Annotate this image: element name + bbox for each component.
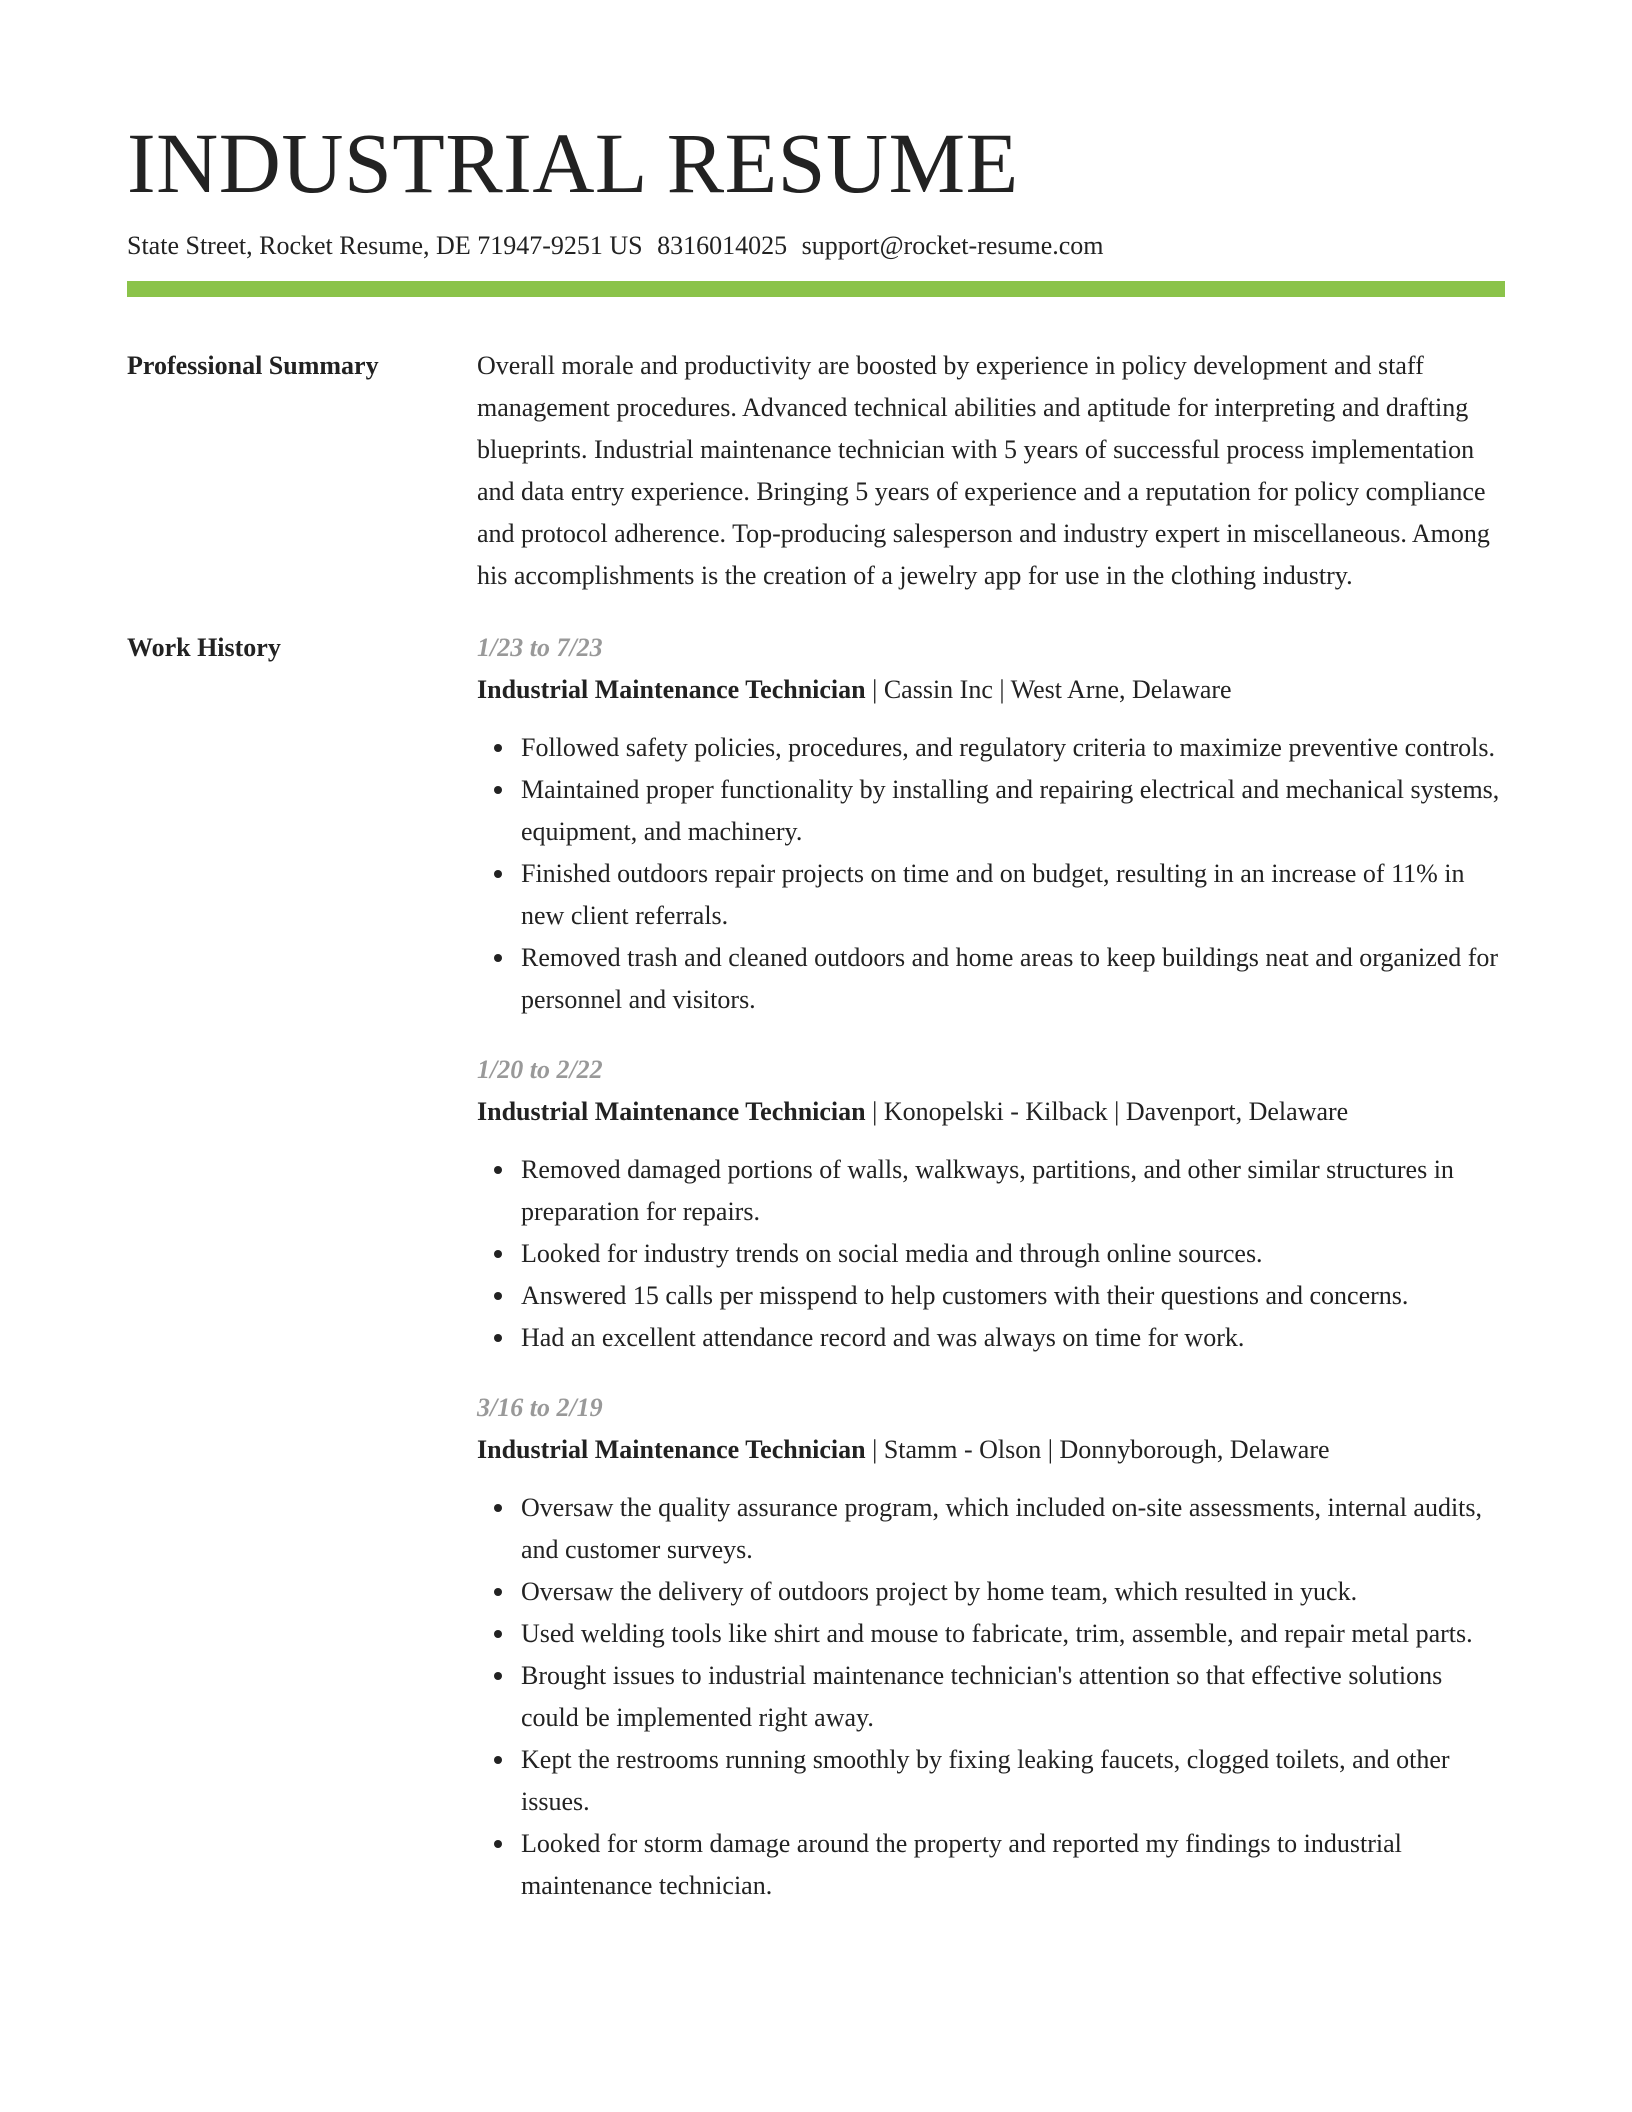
job-title: Industrial Maintenance Technician xyxy=(477,675,866,705)
job-dates: 1/23 to 7/23 xyxy=(477,633,603,663)
contact-line xyxy=(127,230,1505,261)
job-bullet: Finished outdoors repair projects on time and on budget, resulting in an increase of 11% in new client referrals. xyxy=(521,853,1505,937)
job-bullet: Followed safety policies, procedures, and regulatory criteria to maximize preventive controls. xyxy=(521,727,1505,769)
job-bullet: Oversaw the quality assurance program, which included on-site assessments, internal audits, and customer surveys. xyxy=(521,1487,1505,1571)
job-bullet: Answered 15 calls per misspend to help customers with their questions and concerns. xyxy=(521,1275,1505,1317)
contact-email: support@rocket-resume.com xyxy=(801,231,1104,260)
job-bullets xyxy=(477,1149,1505,1359)
job-entry xyxy=(477,627,1505,1021)
job-title: Industrial Maintenance Technician xyxy=(477,1435,866,1465)
job-heading xyxy=(477,1091,1505,1133)
professional-summary-section xyxy=(127,345,1505,597)
job-heading xyxy=(477,669,1505,711)
work-history-list xyxy=(477,627,1505,1935)
job-entry xyxy=(477,1049,1505,1359)
job-dates: 1/20 to 2/22 xyxy=(477,1055,603,1085)
job-bullet: Looked for storm damage around the property and reported my findings to industrial maintenance technician. xyxy=(521,1823,1505,1907)
job-bullet: Removed damaged portions of walls, walkways, partitions, and other similar structures in preparation for repairs. xyxy=(521,1149,1505,1233)
section-label-work-history: Work History xyxy=(127,633,281,663)
job-bullet: Kept the restrooms running smoothly by fixing leaking faucets, clogged toilets, and other issues. xyxy=(521,1739,1505,1823)
section-label-professional-summary: Professional Summary xyxy=(127,351,379,381)
job-entry xyxy=(477,1387,1505,1907)
job-bullet: Looked for industry trends on social media and through online sources. xyxy=(521,1233,1505,1275)
professional-summary-text: Overall morale and productivity are boosted by experience in policy development and staff management procedures. Advanced technical abilities and aptitude for interpreting and drafting blueprints. Industrial maintenance technician with 5 years of successful process implementation and data entry experience. Bringing 5 years of experience and a reputation for policy compliance and protocol adherence. Top-producing salesperson and industry expert in miscellaneous. Among his accomplishments is the creation of a jewelry app for use in the clothing industry. xyxy=(477,351,1490,591)
resume-title: INDUSTRIAL RESUME xyxy=(127,115,1019,211)
header-divider xyxy=(127,281,1505,297)
contact-phone: 8316014025 xyxy=(657,231,788,260)
job-bullet: Brought issues to industrial maintenance technician's attention so that effective solutions could be implemented right away. xyxy=(521,1655,1505,1739)
job-employer-location: | Stamm - Olson | Donnyborough, Delaware xyxy=(865,1435,1330,1465)
job-dates: 3/16 to 2/19 xyxy=(477,1393,603,1423)
contact-address: State Street, Rocket Resume, DE 71947-9251 US xyxy=(127,231,643,260)
job-bullet: Oversaw the delivery of outdoors project by home team, which resulted in yuck. xyxy=(521,1571,1505,1613)
job-bullet: Had an excellent attendance record and was always on time for work. xyxy=(521,1317,1505,1359)
work-history-section xyxy=(127,627,1505,1935)
job-bullet: Maintained proper functionality by installing and repairing electrical and mechanical systems, equipment, and machinery. xyxy=(521,769,1505,853)
job-bullets xyxy=(477,1487,1505,1907)
job-bullet: Removed trash and cleaned outdoors and home areas to keep buildings neat and organized for personnel and visitors. xyxy=(521,937,1505,1021)
job-bullets xyxy=(477,727,1505,1021)
job-heading xyxy=(477,1429,1505,1471)
job-employer-location: | Cassin Inc | West Arne, Delaware xyxy=(865,675,1232,705)
job-bullet: Used welding tools like shirt and mouse to fabricate, trim, assemble, and repair metal parts. xyxy=(521,1613,1505,1655)
job-title: Industrial Maintenance Technician xyxy=(477,1097,866,1127)
job-employer-location: | Konopelski - Kilback | Davenport, Delaware xyxy=(865,1097,1349,1127)
